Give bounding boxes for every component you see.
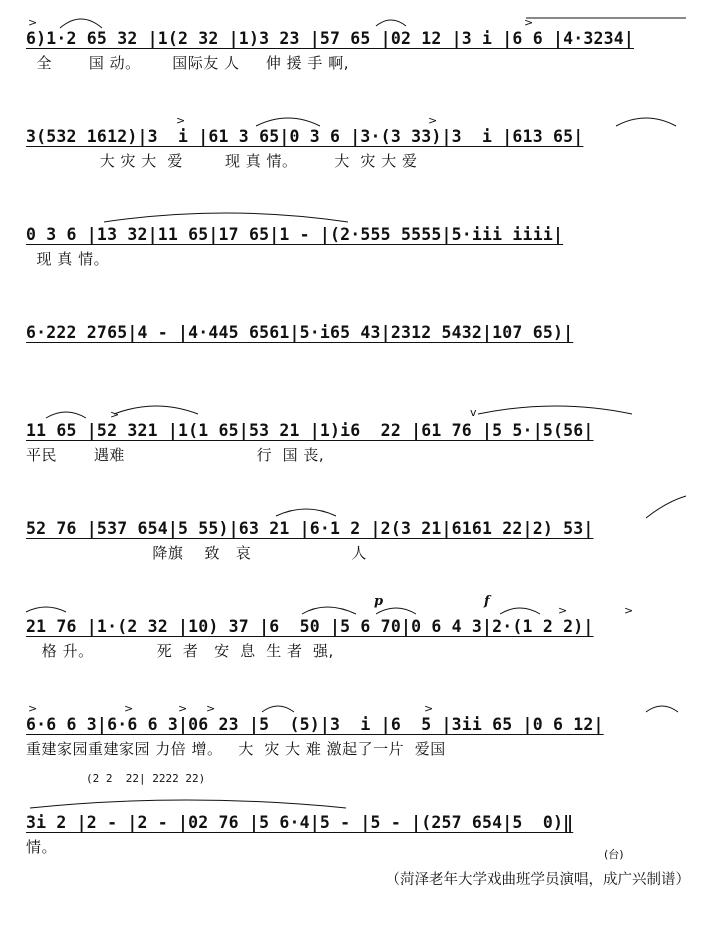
score-line-8 (26, 694, 686, 766)
accent-mark: > (558, 604, 568, 617)
lyrics-line: 重建家园重建家园 力倍 增。 大 灾 大 难 激起了一片 爱国 (26, 740, 446, 758)
accent-mark: > (524, 16, 534, 29)
accent-mark: v (470, 406, 477, 419)
tai-mark: (台) (604, 848, 624, 861)
notation-line: 21 76 |1·(2 32 |10) 37 |6 50 |5 6 70|0 6 4 3|2·(1 2 2)| (26, 617, 594, 636)
lyrics-line (26, 346, 686, 368)
score-line-4 (26, 302, 686, 374)
score-line-3 (26, 204, 686, 276)
score-line-9 (26, 792, 686, 864)
variant-notation: (2 2 22| 2222 22) (86, 772, 206, 785)
lyrics-line: 降旗 致 哀 人 (26, 544, 367, 562)
accent-mark: > (176, 114, 186, 127)
notation-line: 11 65 |52 321 |1(1 65|53 21 |1)i6 22 |61 76 |5 5·|5(56| (26, 421, 594, 440)
accent-mark: > (110, 408, 120, 421)
notation-line: 3(532 1612)|3 i |61 3 65|0 3 6 |3·(3 33)|3 i |613 65| (26, 127, 584, 146)
lyrics-line: 现 真 情。 (26, 250, 110, 268)
lyrics-line: 全 国 动。 国际友 人 伸 援 手 啊, (26, 54, 349, 72)
score-line-1 (26, 8, 686, 80)
lyrics-line: 平民 遇难 行 国 丧, (26, 446, 325, 464)
notation-line: 6·222 2765|4 - |4·445 6561|5·i65 43|2312 5432|107 65)| (26, 323, 574, 342)
score-line-7 (26, 596, 686, 668)
accent-mark: > (28, 16, 38, 29)
accent-mark: > (124, 702, 134, 715)
accent-mark: > (178, 702, 188, 715)
accent-mark: > (424, 702, 434, 715)
notation-line: 6)1·2 65 32 |1(2 32 |1)3 23 |57 65 |02 12 |3 i |6 6 |4·3234| (26, 29, 635, 48)
notation-line: 0 3 6 |13 32|11 65|17 65|1 - |(2·555 5555|5·iii iiii| (26, 225, 564, 244)
accent-mark: > (428, 114, 438, 127)
accent-mark: > (28, 702, 38, 715)
score-line-5 (26, 400, 686, 472)
dynamic-forte: f (484, 594, 490, 609)
lyrics-line: 大 灾 大 爱 现 真 情。 大 灾 大 爱 (26, 152, 418, 170)
accent-mark: > (624, 604, 634, 617)
lyrics-line: 格 升。 死 者 安 息 生 者 强, (26, 642, 334, 660)
lyrics-line: 情。 (26, 838, 58, 856)
accent-mark: > (206, 702, 216, 715)
score-line-2 (26, 106, 686, 178)
dynamic-piano: p (374, 594, 384, 609)
credit-line: （菏泽老年大学戏曲班学员演唱，成广兴制谱） (385, 872, 690, 888)
notation-line: 52 76 |537 654|5 55)|63 21 |6·1 2 |2(3 21|6161 22|2) 53| (26, 519, 594, 538)
notation-line: 3i 2 |2 - |2 - |02 76 |5 6·4|5 - |5 - |(257 654|5 0)‖ (26, 813, 574, 832)
notation-line: 6·6 6 3|6·6 6 3|06 23 |5 (5)|3 i |6 5 |3ii 65 |0 6 12| (26, 715, 604, 734)
score-line-6 (26, 498, 686, 570)
